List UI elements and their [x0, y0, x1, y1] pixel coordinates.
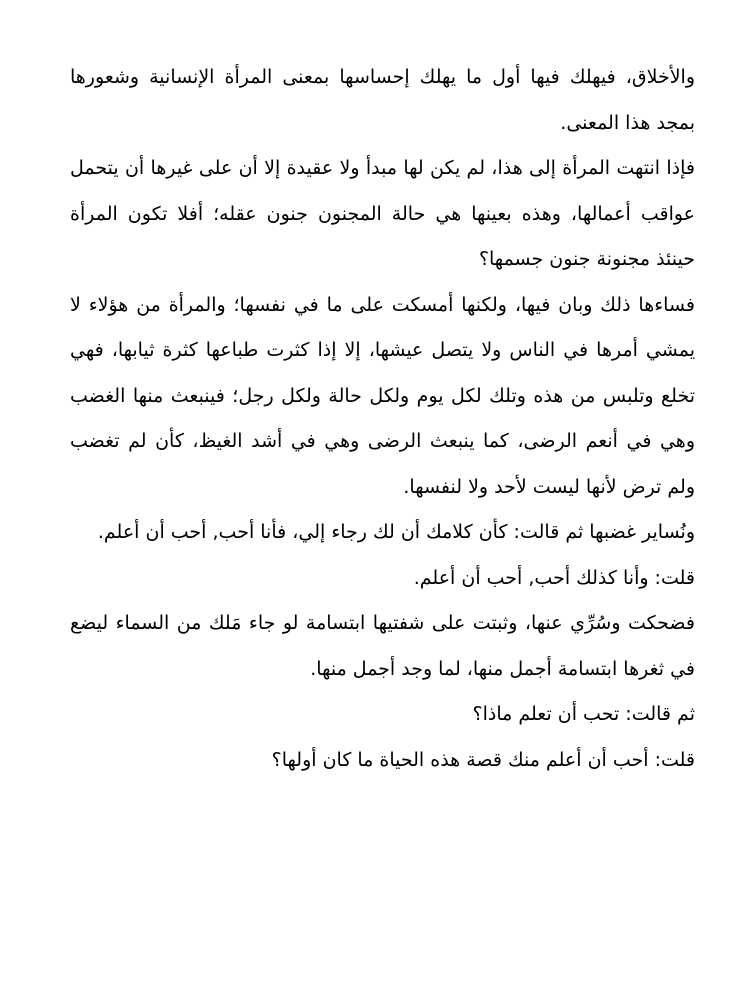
paragraph-4: ونُساير غضبها ثم قالت: كأن كلامك أن لك رجاء إلي، فأنا أحب, أحب أن أعلم. — [97, 521, 695, 543]
document-body — [70, 55, 695, 783]
paragraph-2: فإذا انتهت المرأة إلى هذا، لم يكن لها مبدأ ولا عقيدة إلا أن على غيرها أن يتحمل عواقب أعمالها، وهذه بعينها هي حالة المجنون جنون عقله؛ أفلا تكون المرأة حينئذ مجنونة جنون جسمها؟ — [70, 157, 695, 270]
paragraph-7: ثم قالت: تحب أن تعلم ماذا؟ — [472, 703, 695, 725]
paragraph-3: فساءها ذلك وبان فيها، ولكنها أمسكت على ما في نفسها؛ والمرأة من هؤلاء لا يمشي أمرها في الناس ولا يتصل عيشها، إلا إذا كثرت طباعها كثرة ثيابها، فهي تخلع وتلبس من هذه وتلك لكل يوم ولكل حالة ولكل رجل؛ فينبعث منها الغضب وهي في أنعم الرضى، كما ينبعث الرضى وهي في أشد الغيظ، كأن لم تغضب ولم ترض لأنها ليست لأحد ولا لنفسها. — [70, 293, 695, 498]
paragraph-1: والأخلاق، فيهلك فيها أول ما يهلك إحساسها بمعنى المرأة الإنسانية وشعورها بمجد هذا المعنى. — [70, 66, 695, 134]
paragraph-8: قلت: أحب أن أعلم منك قصة هذه الحياة ما كان أولها؟ — [271, 748, 695, 771]
paragraph-6: فضحكت وسُرِّي عنها، وثبتت على شفتيها ابتسامة لو جاء مَلك من السماء ليضع في ثغرها ابتسامة أجمل منها، لما وجد أجمل منها. — [70, 612, 695, 680]
paragraph-5: قلت: وأنا كذلك أحب, أحب أن أعلم. — [413, 566, 695, 589]
